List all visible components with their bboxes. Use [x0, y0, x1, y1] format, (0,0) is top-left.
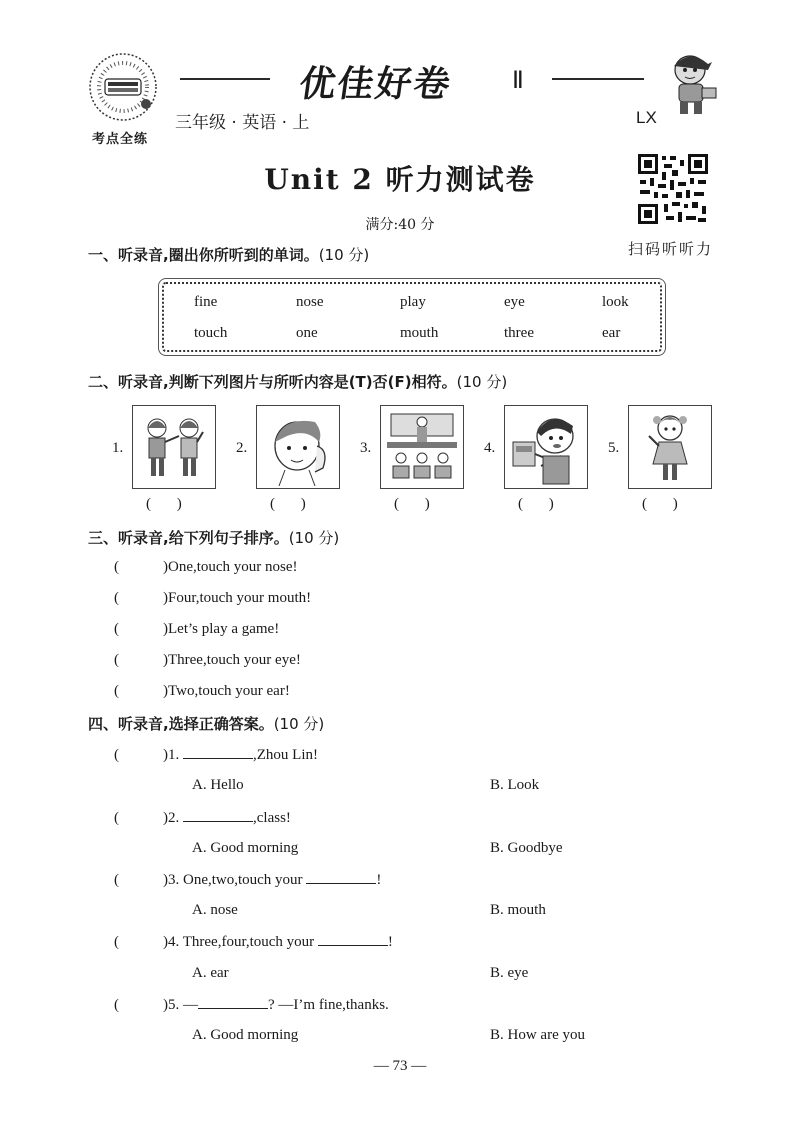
option-b[interactable]: B. Goodbye	[490, 840, 563, 856]
section4-heading-text: 四、听录音,选择正确答案。	[88, 715, 274, 733]
order-item	[114, 559, 298, 576]
answer-blank[interactable]: (	[114, 810, 119, 826]
word-option[interactable]: nose	[296, 294, 324, 310]
picture-number: 5.	[608, 440, 620, 456]
question-text: )1.	[163, 747, 183, 763]
word-option[interactable]: one	[296, 325, 318, 341]
question	[114, 933, 393, 951]
fill-blank[interactable]	[183, 746, 253, 759]
word-option[interactable]: look	[602, 294, 629, 310]
answer-blank[interactable]: (	[114, 747, 119, 763]
word-option[interactable]: touch	[194, 325, 228, 341]
sentence-text: )Three,touch your eye!	[163, 652, 301, 668]
fill-blank[interactable]	[306, 871, 376, 884]
two-children-icon	[132, 405, 216, 489]
option-b[interactable]: B. How are you	[490, 1027, 585, 1043]
little-girl-icon	[628, 405, 712, 489]
option-b[interactable]: B. mouth	[490, 902, 546, 918]
classroom-icon	[380, 405, 464, 489]
sentence-text: )One,touch your nose!	[163, 559, 298, 575]
question-text: !	[376, 872, 382, 888]
question-text: ? —I’m fine,thanks.	[268, 997, 389, 1013]
cartoon-boy-icon	[664, 50, 720, 116]
qr-caption: 扫码听听力	[628, 240, 714, 258]
picture-number: 1.	[112, 440, 124, 456]
answer-blank[interactable]: (	[114, 652, 119, 668]
answer-blank[interactable]: ( )	[270, 496, 306, 512]
grade-subject-subtitle: 三年级 · 英语 · 上	[175, 113, 310, 133]
option-a[interactable]: A. nose	[192, 902, 238, 918]
section1-points: (10 分)	[318, 246, 370, 264]
answer-blank[interactable]: ( )	[642, 496, 678, 512]
option-b[interactable]: B. Look	[490, 777, 540, 793]
sentence-text: )Let’s play a game!	[163, 621, 280, 637]
option-a[interactable]: A. Good morning	[192, 1027, 299, 1043]
answer-blank[interactable]: ( )	[518, 496, 554, 512]
word-option[interactable]: fine	[194, 294, 218, 310]
page-number: — 73 —	[373, 1058, 427, 1074]
brand-volume: Ⅱ	[512, 68, 524, 94]
picture-number: 2.	[236, 440, 248, 456]
word-option[interactable]: eye	[504, 294, 525, 310]
fill-blank[interactable]	[183, 809, 253, 822]
brand-title: 优佳好卷	[296, 64, 455, 105]
listening-qr-code-icon[interactable]	[636, 152, 710, 226]
section2-points: (10 分)	[456, 373, 508, 391]
answer-blank[interactable]: (	[114, 934, 119, 950]
section2-heading	[88, 371, 507, 392]
question	[114, 809, 291, 827]
section3-points: (10 分)	[288, 529, 340, 547]
section1-heading-text: 一、听录音,圈出你所听到的单词。	[88, 246, 319, 264]
girl-touching-ear-icon	[256, 405, 340, 489]
question	[114, 871, 381, 889]
answer-blank[interactable]: (	[114, 559, 119, 575]
picture-number: 3.	[360, 440, 372, 456]
question-text: )4. Three,four,touch your	[163, 934, 318, 950]
option-a[interactable]: A. Hello	[192, 777, 244, 793]
sentence-text: )Two,touch your ear!	[163, 683, 290, 699]
edition-code: LX	[636, 108, 657, 127]
order-item	[114, 652, 301, 669]
word-option[interactable]: ear	[602, 325, 621, 341]
fill-blank[interactable]	[198, 996, 268, 1009]
answer-blank[interactable]: (	[114, 590, 119, 606]
header-rule-right	[552, 78, 644, 80]
question-text: )5. —	[163, 997, 198, 1013]
option-a[interactable]: A. ear	[192, 965, 229, 981]
section4-points: (10 分)	[273, 715, 325, 733]
answer-blank[interactable]: (	[114, 997, 119, 1013]
section4-heading	[88, 713, 324, 734]
boy-holding-box-icon	[504, 405, 588, 489]
question-text: )3. One,two,touch your	[163, 872, 307, 888]
answer-blank[interactable]: (	[114, 683, 119, 699]
order-item	[114, 590, 311, 607]
word-option[interactable]: three	[504, 325, 534, 341]
section3-heading	[88, 527, 339, 548]
question-text: )2.	[163, 810, 183, 826]
question-text: ,Zhou Lin!	[253, 747, 318, 763]
fill-blank[interactable]	[318, 933, 388, 946]
section3-heading-text: 三、听录音,给下列句子排序。	[88, 529, 289, 547]
question-text: !	[387, 934, 393, 950]
answer-blank[interactable]: (	[114, 872, 119, 888]
word-option[interactable]: play	[400, 294, 426, 310]
picture-number: 4.	[484, 440, 496, 456]
answer-blank[interactable]: ( )	[146, 496, 182, 512]
page-title: Unit 2 听力测试卷	[264, 163, 536, 196]
badge-caption: 考点全练	[92, 132, 149, 147]
option-a[interactable]: A. Good morning	[192, 840, 299, 856]
question	[114, 996, 389, 1014]
answer-blank[interactable]: ( )	[394, 496, 430, 512]
word-option[interactable]: mouth	[400, 325, 439, 341]
sentence-text: )Four,touch your mouth!	[163, 590, 312, 606]
section2-heading-text: 二、听录音,判断下列图片与所听内容是(T)否(F)相符。	[88, 373, 457, 391]
order-item	[114, 621, 279, 638]
badge-qr-icon	[88, 52, 158, 122]
option-b[interactable]: B. eye	[490, 965, 529, 981]
answer-blank[interactable]: (	[114, 621, 119, 637]
section1-heading	[88, 244, 369, 265]
order-item	[114, 683, 290, 700]
header-rule-left	[180, 78, 270, 80]
full-score: 满分:40 分	[365, 217, 435, 233]
question-text: ,class!	[253, 810, 291, 826]
question	[114, 746, 318, 764]
